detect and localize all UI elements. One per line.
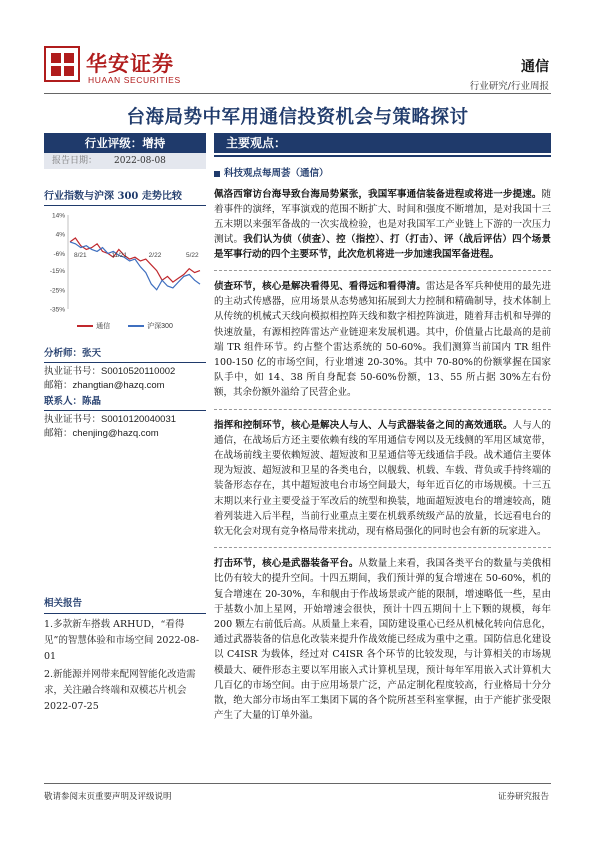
main-views-heading: 主要观点： [214,133,551,153]
logo-emblem-icon [44,46,80,82]
report-date-row [44,153,206,169]
logo-english-name: HUAAN SECURITIES [88,75,181,85]
main-views-underline [214,155,551,157]
footer-divider [44,783,551,784]
report-title: 台海局势中军用通信投资机会与策略探讨 [126,107,469,128]
contact-name: 联系人：陈晶 [44,395,206,411]
analyst-name: 分析师：张天 [44,347,206,363]
analyst-info [44,347,206,441]
x-tick-label: 5/22 [186,252,199,260]
section-divider [214,270,551,271]
report-date-value: 2022-08-08 [114,156,166,166]
y-tick-label: -25% [49,287,65,295]
x-tick-label: 8/21 [74,252,87,260]
y-tick-label: -15% [49,268,65,276]
report-type: 行业研究/行业周报 [469,81,549,92]
footer-disclaimer: 敬请参阅末页重要声明及评级说明 [44,792,172,802]
recon-paragraph: 侦查环节，核心是解决看得见、看得远和看得清。雷达是各军兵种使用的最先进的主动式传感器，应用场景从态势感知拓展到大力控制和精确制导，技术体制上从传统的机械式天线向模拟相控阵天线和数字相控阵演进，随着拜击机和导弹的快速放量，有源相控阵雷达产业链迎来发展机遇。其中，价值量占比最高的是前端 TR 组件环节。约占整个雷达系统的 50-60%。我们测算当前国内 TR 组件 100-150 亿的市场空间，行业增速 20-30%。其中 70-80%的份额掌握在国家队手中，如 14、38 所自身配套 50-60%份额，13、55 所占据 30%左右份额，其余份额外溢给了民营企业。 [214,281,551,399]
y-tick-label: 14% [51,212,65,220]
related-report-item[interactable]: 1.多款新车搭载 ARHUD，“看得见”的智慧体验和市场空间 2022-08-01 [44,619,200,662]
chart-legend [44,321,206,331]
main-views [214,133,551,723]
rating-banner: 行业评级：增持 [44,133,206,153]
contact-email[interactable]: 邮箱：chenjing@hazq.com [44,428,159,439]
header-divider [44,93,551,94]
contact-cert: 执业证书号：S0010120040031 [44,414,177,425]
logo-chinese-name: 华安证券 [86,51,174,76]
chart-title: 行业指数与沪深 300 走势比较 [44,187,206,206]
chart-svg [44,209,206,319]
command-control-paragraph: 指挥和控制环节，核心是解决人与人、人与武器装备之间的高效通联。人与人的通信，在战场后方还主要依赖有线的军用通信专网以及无线侧的军用区域宽带，在战场前线主要依赖短波、超短波和卫星通信等无线通信手段。战术通信主要体现为短波、超短波和卫星的各类电台，以舰载、机载、车载、背负或手持终端的装备形态存在，其中超短波电台市场空间最大，每年近百亿的市场规模。十三五末期以来行业主要受益于军改后的统型和换装，地面超短波电台的增速较高，随着列装进入后半程，当前行业重点主要在机载系统级产品的放量，长远看电台的软无化会对现有竞争格局带来扰动，现有格局强化的同时也会有新的玩家进入。 [214,419,551,538]
legend-item-telecom: 通信 [77,321,110,331]
strike-paragraph: 打击环节，核心是武器装备平台。从数量上来看，我国各类平台的数量与美俄相比仍有较大的提升空间。十四五期间，我们预计弹的复合增速在 50-60%，机的复合增速在 20-30%，车和舰由于作战场景或产能的限制，增速略低一些，星由于基数小加上星网，开始增速会很快，预计十四五期间十上下颗的规模，每年 200 颗左右前低后高。从质量上来看，国防建设重心已经从机械化转向信息化，通过武器装备的信息化改装来提升作战效能已经成为重中之重。国防信息化建设以 C4ISR 为载体，经过对 C4ISR 各个环节的比较发现，与计算相关的市场规模最大、硬件形态主要以军用嵌入式计算机呈现，预计每年军用嵌入式计算机大几百亿的市场空间。由于应用场景广泛，产品定制化程度较高，行业格局十分分散，绝大部分市场由军工集团下属的各个院所甚至科室掌握，由于产能扩张受限产生了大量的订单外溢。 [214,558,551,722]
x-tick-label: 2/22 [148,252,162,260]
section-divider [214,409,551,410]
related-report-item[interactable]: 2.新能源并网带来配网智能化改造需求，关注融合终端和双模芯片机会 2022-07-25 [44,669,196,712]
bullet-icon [214,171,220,177]
series-line-1 [70,242,200,290]
legend-swatch-telecom [77,325,93,327]
weekly-tag: 科技观点每周荟（通信） [214,165,551,179]
analyst-cert: 执业证书号：S0010520110002 [44,366,176,377]
related-reports-heading: 相关报告 [44,596,206,614]
y-tick-label: 4% [55,231,65,239]
legend-item-csi300: 沪深300 [128,321,173,331]
y-tick-label: -6% [53,250,65,258]
company-logo [44,46,194,90]
left-sidebar [44,133,206,441]
index-comparison-chart [44,209,206,319]
y-tick-label: -35% [49,306,65,314]
legend-swatch-csi300 [128,325,144,327]
summary-paragraph: 佩洛西窜访台海导致台海局势紧张，我国军事通信装备进程或将进一步提速。随着事件的演绎，军事演戏的范围不断扩大、时间和强度不断增加，是对我国十三五末期以来强军备战的一次实战检验，也是对我国军工产业链上下游的一次压力测试。我们认为侦（侦查）、控（指控）、打（打击）、评（战后评估）四个场景是军事行动的四个主要环节，此次危机将进一步加速我国军备进程。 [214,189,551,260]
footer-label: 证券研究报告 [497,792,549,802]
related-reports [44,596,206,717]
section-divider [214,547,551,548]
x-tick-label: 11/21 [111,252,128,260]
analyst-email[interactable]: 邮箱：zhangtian@hazq.com [44,380,165,391]
industry-name: 通信 [521,59,549,75]
report-date-label: 报告日期： [52,156,98,166]
